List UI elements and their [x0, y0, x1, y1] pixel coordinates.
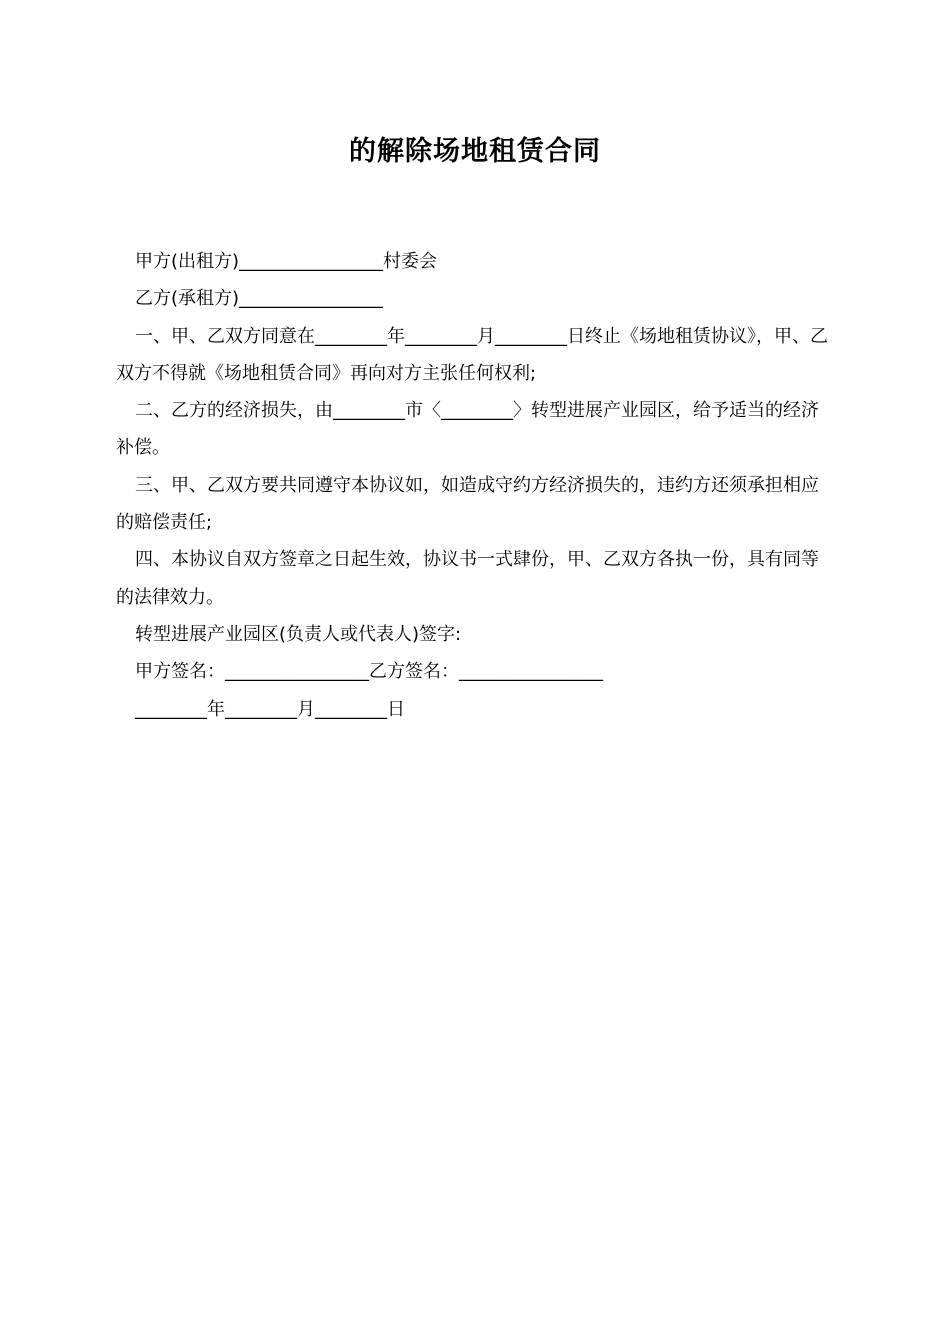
park-signature-line: 转型进展产业园区(负责人或代表人)签字: [135, 623, 462, 645]
party-a-line: 甲方(出租方)________________村委会 [135, 251, 438, 272]
document-body [116, 243, 836, 728]
clause-3: 三、甲、乙双方要共同遵守本协议如，如造成守约方经济损失的，违约方还须承担相应的赔偿责任; [116, 474, 819, 534]
clause-4: 四、本协议自双方签章之日起生效，协议书一式肆份，甲、乙双方各执一份，具有同等的法律效力。 [116, 549, 819, 608]
party-b-line: 乙方(承租方)________________ [135, 288, 384, 310]
clause-2: 二、乙方的经济损失，由________市〈________〉转型进展产业园区，给予适当的经济补偿。 [116, 400, 819, 459]
signature-line: 甲方签名：________________乙方签名：________________ [135, 661, 603, 683]
document-title: 的解除场地租赁合同 [349, 136, 601, 167]
date-line: ________年________月________日 [135, 698, 405, 720]
clause-1: 一、甲、乙双方同意在________年________月________日终止《场地租赁协议》，甲、乙双方不得就《场地租赁合同》再向对方主张任何权利; [116, 325, 828, 384]
